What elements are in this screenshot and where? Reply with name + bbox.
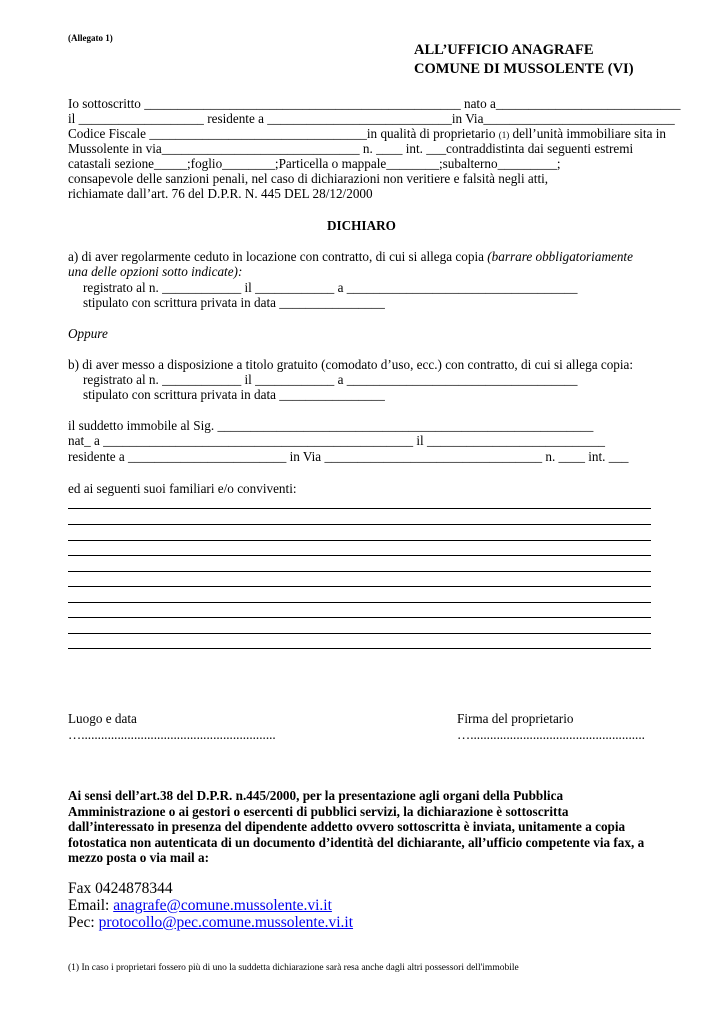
fax-number: Fax 0424878344 <box>68 880 173 897</box>
intro-line-2: il ___________________ residente a ____________________________in Via_____________________________ <box>68 111 675 126</box>
recipient-municipality: COMUNE DI MUSSOLENTE (VI) <box>414 61 634 77</box>
pec-label: Pec: <box>68 914 99 931</box>
legal-notice-line-5: mezzo posta o via mail a: <box>68 850 210 865</box>
option-b-line-1: b) di aver messo a disposizione a titolo gratuito (comodato d’uso, ecc.) con contratto, di cui si allega copia: <box>68 357 634 372</box>
option-a-instruction: (barrare obbligatoriamente <box>487 249 633 264</box>
option-a-private-contract: stipulato con scrittura privata in data ________________ <box>83 295 385 310</box>
familiari-line <box>68 602 651 603</box>
option-a-registration: registrato al n. ____________ il ____________ a ___________________________________ <box>83 280 578 295</box>
allegato-label: (Allegato 1) <box>68 33 113 43</box>
familiari-line <box>68 508 651 509</box>
familiari-line <box>68 524 651 525</box>
familiari-line <box>68 540 651 541</box>
tenant-residence-line: residente a ________________________ in Via _________________________________ n. ____ int. ___ <box>68 449 629 464</box>
intro-line-4: Mussolente in via______________________________ n. ____ int. ___contraddistinta dai seguenti estremi <box>68 141 634 156</box>
legal-notice-line-1: Ai sensi dell’art.38 del D.P.R. n.445/2000, per la presentazione agli organi della Pubblica <box>68 788 564 803</box>
option-a-line-1 <box>68 249 633 264</box>
oppure-label: Oppure <box>68 326 108 341</box>
firma-field: …..................................................... <box>457 727 645 742</box>
footnote: (1) In caso i proprietari fossero più di uno la suddetta dichiarazione sarà resa anche dagli altri possessori dell'immobile <box>68 963 519 973</box>
option-b-registration: registrato al n. ____________ il ____________ a ___________________________________ <box>83 372 578 387</box>
legal-notice-line-2: Amministrazione o ai gestori o esercenti di pubblici servizi, la dichiarazione è sottoscritta <box>68 804 569 819</box>
familiari-line <box>68 586 651 587</box>
email-label: Email: <box>68 897 114 914</box>
intro-line-6: consapevole delle sanzioni penali, nel caso di dichiarazioni non veritiere e falsità negli atti, <box>68 171 549 186</box>
luogo-data-field: …........................................................... <box>68 727 276 742</box>
intro-line-3a: Codice Fiscale _________________________________in qualità di proprietario <box>68 126 499 141</box>
pec-line <box>68 914 353 932</box>
option-a-text: a) di aver regolarmente ceduto in locazione con contratto, di cui si allega copia <box>68 249 488 264</box>
firma-label: Firma del proprietario <box>457 711 574 726</box>
familiari-line <box>68 648 651 649</box>
familiari-label: ed ai seguenti suoi familiari e/o conviventi: <box>68 481 297 496</box>
familiari-line <box>68 617 651 618</box>
luogo-data-label: Luogo e data <box>68 711 137 726</box>
option-a-line-2: una delle opzioni sotto indicate): <box>68 264 243 279</box>
intro-line-7: richiamate dall’art. 76 del D.P.R. N. 445 DEL 28/12/2000 <box>68 186 373 201</box>
familiari-line <box>68 555 651 556</box>
section-title-dichiaro: DICHIARO <box>327 218 396 233</box>
tenant-birth-line: nat_ a _______________________________________________ il ___________________________ <box>68 433 606 448</box>
legal-notice-line-3: dall’interessato in presenza del dipendente addetto ovvero sottoscritta è inviata, unitamente a copia <box>68 819 626 834</box>
email-link[interactable]: anagrafe@comune.mussolente.vi.it <box>113 897 332 914</box>
intro-line-5: catastali sezione_____;foglio________;Particella o mappale________;subalterno_________; <box>68 156 561 171</box>
footnote-ref: (1) <box>498 130 510 140</box>
email-line <box>68 897 332 915</box>
recipient-office: ALL’UFFICIO ANAGRAFE <box>414 42 594 58</box>
familiari-line <box>68 571 651 572</box>
pec-link[interactable]: protocollo@pec.comune.mussolente.vi.it <box>98 914 354 931</box>
legal-notice-line-4: fotostatica non autenticata di un documento d’identità del dichiarante, all’ufficio competente via fax, a <box>68 835 645 850</box>
option-b-private-contract: stipulato con scrittura privata in data ________________ <box>83 387 385 402</box>
intro-line-1: Io sottoscritto ________________________________________________ nato a____________________________ <box>68 96 681 111</box>
intro-line-3b: dell’unità immobiliare sita in <box>509 126 666 141</box>
tenant-name-line: il suddetto immobile al Sig. _________________________________________________________ <box>68 418 594 433</box>
familiari-line <box>68 633 651 634</box>
